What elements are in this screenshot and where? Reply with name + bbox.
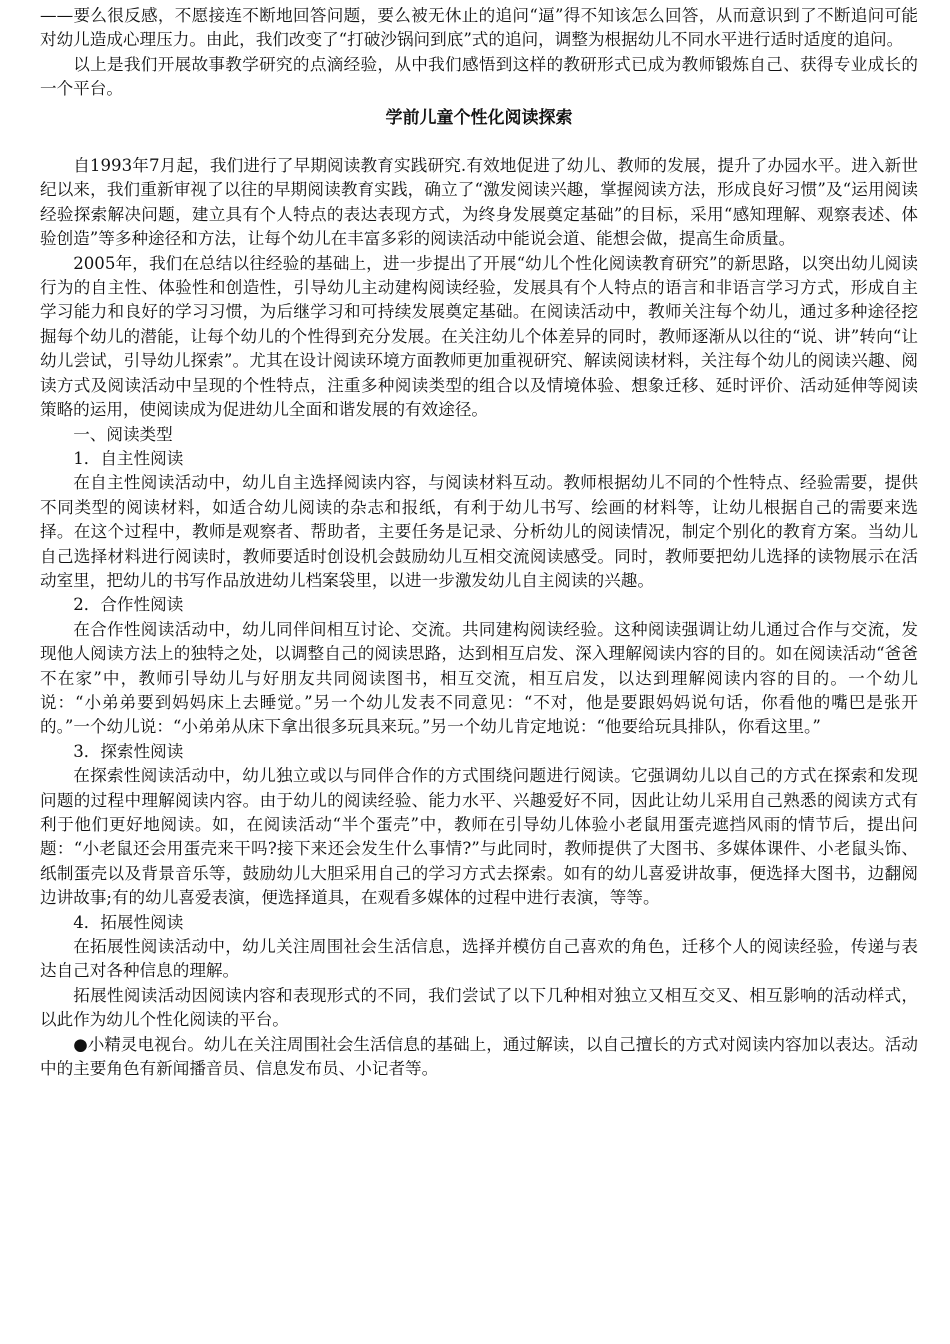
subheading-extended-reading: 4．拓展性阅读 — [73, 912, 184, 932]
subheading-exploratory-reading: 3．探索性阅读 — [73, 741, 184, 761]
exploratory-reading-paragraph: 在探索性阅读活动中，幼儿独立或以与同伴合作的方式围绕问题进行阅读。它强调幼儿以自己的方式在探索和发现问题的过程中理解阅读内容。由于幼儿的阅读经验、能力水平、兴趣爱好不同，因此让幼儿采用自己熟悉的阅读方式有利于他们更好地阅读。如，在阅读活动“半个蛋壳”中，教师在引导幼儿体验小老鼠用蛋壳遮挡风雨的情节后，提出问题：“小老鼠还会用蛋壳来干吗?接下来还会发生什么事情?”与此同时，教师提供了大图书、多媒体课件、小老鼠头饰、纸制蛋壳以及背景音乐等，鼓励幼儿大胆采用自己的学习方式去探索。如有的幼儿喜爱讲故事，便选择大图书，边翻阅边讲故事;有的幼儿喜爱表演，便选择道具，在观看多媒体的过程中进行表演，等等。 — [40, 766, 918, 908]
bullet-icon: ● — [73, 1034, 88, 1054]
intro-paragraph-1: ——要么很反感，不愿接连不断地回答问题，要么被无休止的追问“逼”得不知该怎么回答，从而意识到了不断追问可能对幼儿造成心理压力。由此，我们改变了“打破沙锅问到底”式的追问，调整为根据幼儿不同水平进行适时适度的追问。 — [40, 6, 918, 50]
cooperative-reading-paragraph: 在合作性阅读活动中，幼儿同伴间相互讨论、交流。共同建构阅读经验。这种阅读强调让幼儿通过合作与交流，发现他人阅读方法上的独特之处，以调整自己的阅读思路，达到相互启发、深入理解阅读内容的目的。如在阅读活动“爸爸不在家”中，教师引导幼儿与好朋友共同阅读图书，相互交流，相互启发，以达到理解阅读内容的目的。一个幼儿说：“小弟弟要到妈妈床上去睡觉。”另一个幼儿发表不同意见：“不对，他是要跟妈妈说句话，你看他的嘴巴是张开的。”一个幼儿说：“小弟弟从床下拿出很多玩具来玩。”另一个幼儿肯定地说：“他要给玩具排队，你看这里。” — [40, 619, 918, 737]
intro-paragraph-2: 以上是我们开展故事教学研究的点滴经验，从中我们感悟到这样的教研形式已成为教师锻炼自己、获得专业成长的一个平台。 — [40, 54, 918, 99]
article-paragraph-2: 2005年，我们在总结以往经验的基础上，进一步提出了开展“幼儿个性化阅读教育研究”的新思路，以突出幼儿阅读行为的自主性、体验性和创造性，引导幼儿主动建构阅读经验，发展具有个人特点的语言和非语言学习方式，形成自主学习能力和良好的学习习惯，为后继学习和可持续发展奠定基础。在阅读活动中，教师关注每个幼儿，通过多种途径挖掘每个幼儿的潜能，让每个幼儿的个性得到充分发展。在关注幼儿个体差异的同时，教师逐渐从以往的“说、讲”转向“让幼儿尝试，引导幼儿探索”。尤其在设计阅读环境方面教师更加重视研究、解读阅读材料，关注每个幼儿的阅读兴趣、阅读方式及阅读活动中呈现的个性特点，注重多种阅读类型的组合以及情境体验、想象迁移、延时评价、活动延伸等阅读策略的运用，使阅读成为促进幼儿全面和谐发展的有效途径。 — [40, 253, 918, 420]
extended-reading-paragraph-2: 拓展性阅读活动因阅读内容和表现形式的不同，我们尝试了以下几种相对独立又相互交叉、相互影响的活动样式，以此作为幼儿个性化阅读的平台。 — [40, 985, 918, 1030]
subheading-autonomous-reading: 1．自主性阅读 — [73, 448, 184, 468]
extended-reading-paragraph-1: 在拓展性阅读活动中，幼儿关注周围社会生活信息，选择并模仿自己喜欢的角色，迁移个人的阅读经验，传递与表达自己对各种信息的理解。 — [40, 937, 918, 981]
document-page — [40, 4, 918, 1081]
subheading-cooperative-reading: 2．合作性阅读 — [73, 595, 184, 615]
article-paragraph-1: 自1993年7月起，我们进行了早期阅读教育实践研究.有效地促进了幼儿、教师的发展，提升了办园水平。进入新世纪以来，我们重新审视了以往的早期阅读教育实践，确立了“激发阅读兴趣，掌握阅读方法，形成良好习惯”及“运用阅读经验探索解决问题，建立具有个人特点的表达表现方式，为终身发展奠定基础”的目标，采用“感知理解、观察表述、体验创造”等多种途径和方法，让每个幼儿在丰富多彩的阅读活动中能说会道、能想会做，提高生命质量。 — [40, 156, 918, 249]
bullet-item-text: 小精灵电视台。幼儿在关注周围社会生活信息的基础上，通过解读，以自己擅长的方式对阅读内容加以表达。活动中的主要角色有新闻播音员、信息发布员、小记者等。 — [40, 1034, 918, 1079]
section-heading-reading-types: 一、阅读类型 — [73, 424, 173, 444]
article-title: 学前儿童个性化阅读探索 — [385, 107, 573, 128]
bullet-item-tv-station — [40, 1033, 918, 1082]
autonomous-reading-paragraph: 在自主性阅读活动中，幼儿自主选择阅读内容，与阅读材料互动。教师根据幼儿不同的个性特点、经验需要，提供不同类型的阅读材料，如适合幼儿阅读的杂志和报纸，有利于幼儿书写、绘画的材料等，让幼儿根据自己的需要来选择。在这个过程中，教师是观察者、帮助者，主要任务是记录、分析幼儿的阅读情况，制定个别化的教育方案。当幼儿自己选择材料进行阅读时，教师要适时创设机会鼓励幼儿互相交流阅读感受。同时，教师要把幼儿选择的读物展示在活动室里，把幼儿的书写作品放进幼儿档案袋里，以进一步激发幼儿自主阅读的兴趣。 — [40, 473, 918, 590]
